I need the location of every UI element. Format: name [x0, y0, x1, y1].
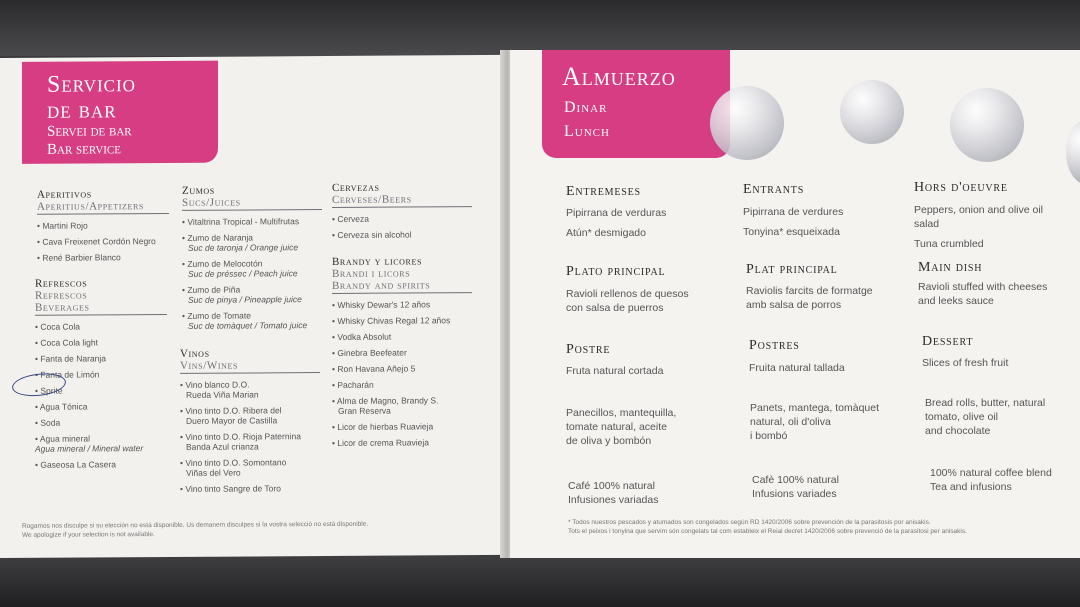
main-dish-heading: Main dish: [918, 260, 983, 275]
item-name: • Vitaltrina Tropical - Multifrutas: [182, 216, 300, 227]
list-item: • Gaseosa La Casera: [35, 459, 116, 470]
list-item: • Licor de crema Ruavieja: [332, 437, 429, 448]
vinos-title: Vinos: [180, 347, 210, 360]
cafe-text: Cafè 100% natural Infusions variades: [752, 474, 839, 500]
agua-label: • Agua mineral: [35, 433, 90, 444]
list-item: • Licor de hierbas Ruavieja: [332, 421, 434, 432]
decorative-bubble: [1066, 120, 1080, 184]
panets-text: Panets, mantega, tomàquet natural, oli d'oliva i bombó: [750, 402, 879, 442]
banner-subtitle-en: Lunch: [564, 123, 610, 140]
brandy-subtitle-ca: Brandi i licors: [332, 267, 411, 280]
list-item: • Martini Rojo: [37, 220, 88, 231]
plato-principal-heading: Plato principal: [566, 264, 666, 279]
zumos-title: Zumos: [182, 184, 215, 197]
list-item: • Whisky Chivas Regal 12 años: [332, 315, 451, 326]
item-sub: Suc de préssec / Peach juice: [188, 268, 298, 279]
zumos-section: [182, 184, 322, 337]
list-item: • Pacharán: [332, 379, 374, 390]
bar-service-banner: [22, 61, 218, 164]
banner-subtitle-line1: Servei de bar: [47, 123, 132, 140]
cervezas-section: [332, 181, 472, 246]
banner-subtitle-line2: Bar service: [47, 141, 121, 158]
postres-text: Fruita natural tallada: [749, 362, 845, 374]
item-name: • Zumo de Naranja: [182, 232, 254, 243]
right-footer: [568, 518, 1068, 536]
list-item: • Vino tinto D.O. Ribera del Duero Mayor de Castilla: [180, 405, 282, 426]
bread-text: Panecillos, mantequilla, tomate natural, aceite de oliva y bombón: [566, 407, 677, 447]
list-item: • Fanta de Naranja: [35, 353, 107, 364]
menu-left-page: [0, 55, 506, 558]
table-surface-bottom: [0, 556, 1080, 607]
plato-principal-text: Ravioli rellenos de quesos con salsa de puerros: [566, 288, 689, 314]
list-item: • Fanta de Limón: [35, 369, 100, 380]
footer-line: Rogamos nos disculpe si su elección no está disponible. Us demanem disculpes si la vostra selecció no està disponible.: [22, 520, 369, 530]
main-dish-text: Ravioli stuffed with cheeses and leeks sauce: [918, 281, 1048, 307]
list-item: • Coca Cola: [35, 321, 81, 332]
aperitivos-title: Aperitivos: [37, 188, 92, 201]
postre-heading: Postre: [566, 342, 611, 357]
plat-principal-heading: Plat principal: [746, 262, 838, 277]
list-item: [182, 310, 322, 331]
entremeses-heading: Entremeses: [566, 184, 641, 199]
footer-line: Tots el peixos i tonyina que servim són congelats tal com estableix el Reial decret 1420/2006 sobre prevenció de la parasitosi per anisakis.: [568, 528, 967, 535]
postres-heading: Postres: [749, 338, 800, 353]
list-item: [182, 216, 322, 227]
plat-principal-text: Raviolis farcits de formatge amb salsa de porros: [746, 285, 873, 311]
list-item: • Cerveza sin alcohol: [332, 229, 412, 240]
entrants-text: Pipirrana de verdures Tonyina* esqueixada: [743, 206, 844, 238]
list-item: • Ron Havana Añejo 5: [332, 363, 416, 374]
list-item: • Alma de Magno, Brandy S.: [332, 395, 439, 406]
list-item: • Sprite: [35, 385, 63, 396]
list-item: • Vino tinto D.O. Rioja Paternina Banda Azul crianza: [180, 431, 301, 452]
banner-title: Almuerzo: [562, 62, 676, 91]
decorative-bubble: [710, 86, 784, 160]
zumos-subtitle: Sucs/Juices: [182, 196, 322, 211]
cervezas-subtitle: Cerveses/Beers: [332, 193, 472, 208]
list-item: • Vino blanco D.O. Rueda Viña Marian: [180, 379, 259, 400]
lunch-banner: [542, 50, 730, 158]
item-name: • Zumo de Tomate: [182, 310, 251, 321]
list-item: • Soda: [35, 417, 61, 428]
list-item: • Vodka Absolut: [332, 331, 392, 342]
list-item: • Whisky Dewar's 12 años: [332, 299, 431, 310]
item-sub: Suc de tomàquet / Tomato juice: [188, 320, 308, 331]
vinos-section: [180, 347, 320, 500]
hors-doeuvre-text: Peppers, onion and olive oil salad Tuna crumbled: [914, 204, 1044, 250]
list-item: [182, 232, 322, 253]
brandy-section: [332, 255, 472, 454]
coffee-text: Café 100% natural Infusiones variadas: [568, 480, 659, 506]
footer-line: * Todos nuestros pescados y atumados son congelados según RD 1420/2006 sobre prevención de la parasitosis por anisakis.: [568, 519, 931, 526]
aperitivos-section: [37, 188, 169, 269]
item-sub: Suc de pinya / Pineapple juice: [188, 294, 302, 305]
bread-rolls-text: Bread rolls, butter, natural tomato, olive oil and chocolate: [925, 397, 1046, 437]
item-name: • Zumo de Melocotón: [182, 258, 263, 269]
coffee-blend-text: 100% natural coffee blend Tea and infusions: [930, 467, 1052, 493]
hors-doeuvre-heading: Hors d'oeuvre: [914, 180, 1008, 195]
item-sub: Suc de taronja / Orange juice: [188, 242, 299, 253]
agua-sublabel: Agua mineral / Mineral water: [35, 443, 144, 454]
menu-right-page: [510, 50, 1080, 558]
list-item: • Vino tinto Sangre de Toro: [180, 483, 281, 494]
footer-line: We apologize if your selection is not available.: [22, 531, 155, 539]
cervezas-title: Cervezas: [332, 181, 380, 194]
list-item: • Cerveza: [332, 213, 369, 224]
list-item-continued: Gran Reserva: [338, 405, 391, 416]
list-item: • Vino tinto D.O. Somontano Viñas del Vero: [180, 457, 287, 478]
banner-title-line2: de bar: [47, 97, 117, 124]
aperitivos-subtitle: Aperitius/Appetizers: [37, 200, 169, 215]
entremeses-text: Pipirrana de verduras Atún* desmigado: [566, 207, 667, 239]
refrescos-subtitle-ca: Refrescos: [35, 289, 88, 302]
item-name: • Zumo de Piña: [182, 284, 241, 295]
banner-title-line1: Servicio: [47, 71, 136, 98]
dessert-text: Slices of fresh fruit: [922, 357, 1009, 369]
list-item: • Agua Tónica: [35, 401, 88, 412]
brandy-title: Brandy y licores: [332, 255, 422, 268]
list-item: • Cava Freixenet Cordón Negro: [37, 236, 156, 247]
list-item: [182, 258, 322, 279]
list-item: • Coca Cola light: [35, 337, 98, 348]
brandy-subtitle-en: Brandy and spirits: [332, 279, 472, 294]
banner-subtitle-ca: Dinar: [564, 99, 608, 116]
decorative-bubble: [840, 80, 904, 144]
vinos-subtitle: Vins/Wines: [180, 359, 320, 374]
decorative-bubble: [950, 88, 1024, 162]
list-item: [35, 433, 167, 454]
refrescos-subtitle-en: Beverages: [35, 301, 167, 316]
left-footer: [22, 519, 492, 540]
table-surface-top: [0, 0, 1080, 56]
list-item: • Ginebra Beefeater: [332, 347, 407, 358]
postre-text: Fruta natural cortada: [566, 365, 664, 377]
list-item: [182, 284, 322, 305]
list-item: • René Barbier Blanco: [37, 252, 121, 263]
entrants-heading: Entrants: [743, 182, 805, 197]
refrescos-title: Refrescos: [35, 277, 88, 290]
dessert-heading: Dessert: [922, 334, 974, 349]
